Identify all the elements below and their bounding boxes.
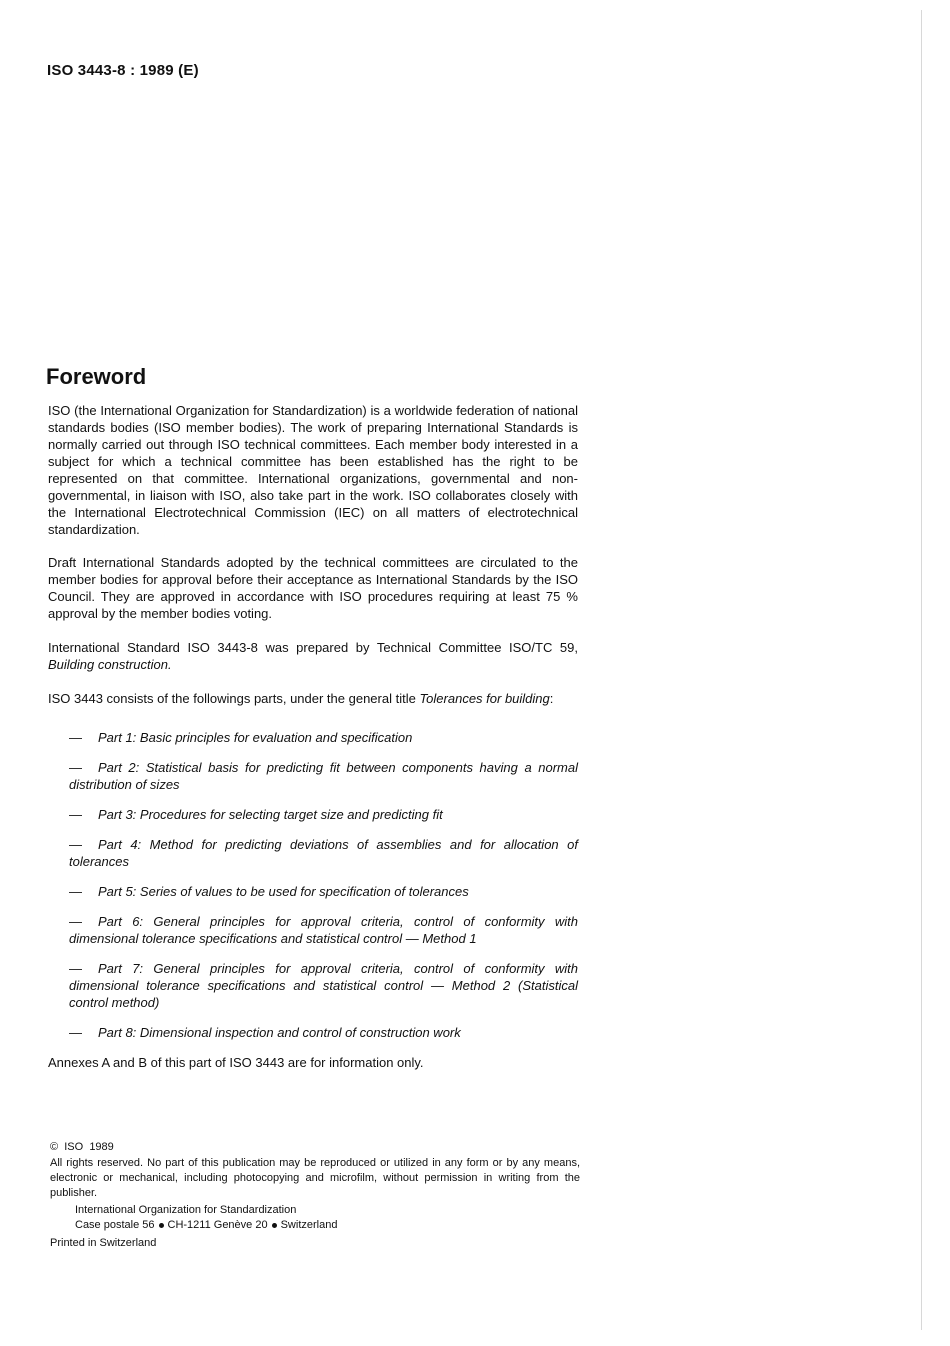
committee-name: Building construction. [48,657,172,672]
document-id: ISO 3443-8 : 1989 (E) [47,62,199,79]
part-title: General principles for approval criteria, control of conformity with dimensional tolerance specifications and statistical control — Method 1 [69,914,578,946]
printed-in: Printed in Switzerland [50,1237,157,1249]
list-dash: — [69,730,82,745]
parts-intro-text: ISO 3443 consists of the followings parts, under the general title [48,691,420,706]
list-dash: — [69,1025,82,1040]
list-dash: — [69,961,82,976]
part-label: Part 2: [98,760,140,775]
foreword-body [48,402,578,1071]
annex-note: Annexes A and B of this part of ISO 3443 are for information only. [48,1055,424,1070]
list-item [69,913,578,947]
paragraph-parts-intro [48,690,578,707]
part-label: Part 1: [98,730,137,745]
address-country: Switzerland [280,1219,338,1231]
parts-list [48,729,578,1041]
list-dash: — [69,837,82,852]
bullet-icon [272,1223,277,1228]
list-dash: — [69,807,82,822]
copyright-line [50,1140,580,1155]
general-title: Tolerances for building [419,691,550,706]
paragraph-draft-standards: Draft International Standards adopted by the technical committees are circulated to the member bodies for approval before their acceptance as International Standards by the ISO Council. They are approved in accordance with ISO procedures requiring at least 75 % approval by the member bodies voting. [48,555,578,621]
part-label: Part 3: [98,807,137,822]
part-label: Part 5: [98,884,137,899]
paragraph-iso-intro: ISO (the International Organization for Standardization) is a worldwide federation of national standards bodies (ISO member bodies). The work of preparing International Standards is normally carried out through ISO technical committees. Each member body interested in a subject for which a technical committee has been established has the right to be represented on that committee. International organizations, governmental and non-governmental, in liaison with ISO, also take part in the work. ISO collaborates closely with the International Electrotechnical Commission (IEC) on all matters of electrotechnical standardization. [48,403,578,537]
prepared-by-text: International Standard ISO 3443-8 was prepared by Technical Committee ISO/TC 59, [48,640,578,655]
list-item [69,729,578,746]
list-dash: — [69,914,82,929]
list-item [69,836,578,870]
part-title: Series of values to be used for specification of tolerances [139,884,469,899]
list-item [69,759,578,793]
part-title: Procedures for selecting target size and predicting fit [139,807,443,822]
part-title: Method for predicting deviations of assemblies and for allocation of tolerances [69,837,578,869]
part-label: Part 4: [98,837,142,852]
list-dash: — [69,760,82,775]
copyright-block [50,1140,580,1251]
list-dash: — [69,884,82,899]
part-label: Part 8: [98,1025,137,1040]
paragraph-prepared-by [48,639,578,673]
list-item [69,960,578,1011]
section-title: Foreword [46,364,147,389]
list-item [69,883,578,900]
part-title: Basic principles for evaluation and specification [139,730,413,745]
copyright-org: ISO [64,1141,84,1153]
parts-intro-end: : [549,691,554,706]
list-item [69,1024,578,1041]
publisher-address [50,1218,580,1233]
address-postbox: Case postale 56 [75,1219,155,1231]
publisher-name: International Organization for Standardization [75,1204,297,1216]
part-label: Part 7: [98,961,144,976]
rights-statement: All rights reserved. No part of this publication may be reproduced or utilized in any form or by any means, electronic or mechanical, including photocopying and microfilm, without permission in writing from the publisher. [50,1157,580,1199]
part-title: General principles for approval criteria, control of conformity with dimensional tolerance specifications and statistical control — Method 2 (Statistical control method) [69,961,578,1010]
list-item [69,806,578,823]
copyright-year: 1989 [89,1141,114,1153]
part-label: Part 6: [98,914,144,929]
bullet-icon [159,1223,164,1228]
part-title: Statistical basis for predicting fit between components having a normal distribution of sizes [69,760,578,792]
part-title: Dimensional inspection and control of construction work [139,1025,461,1040]
copyright-icon: © [50,1141,59,1153]
address-city: CH-1211 Genève 20 [167,1219,268,1231]
margin-rule [921,10,922,1330]
